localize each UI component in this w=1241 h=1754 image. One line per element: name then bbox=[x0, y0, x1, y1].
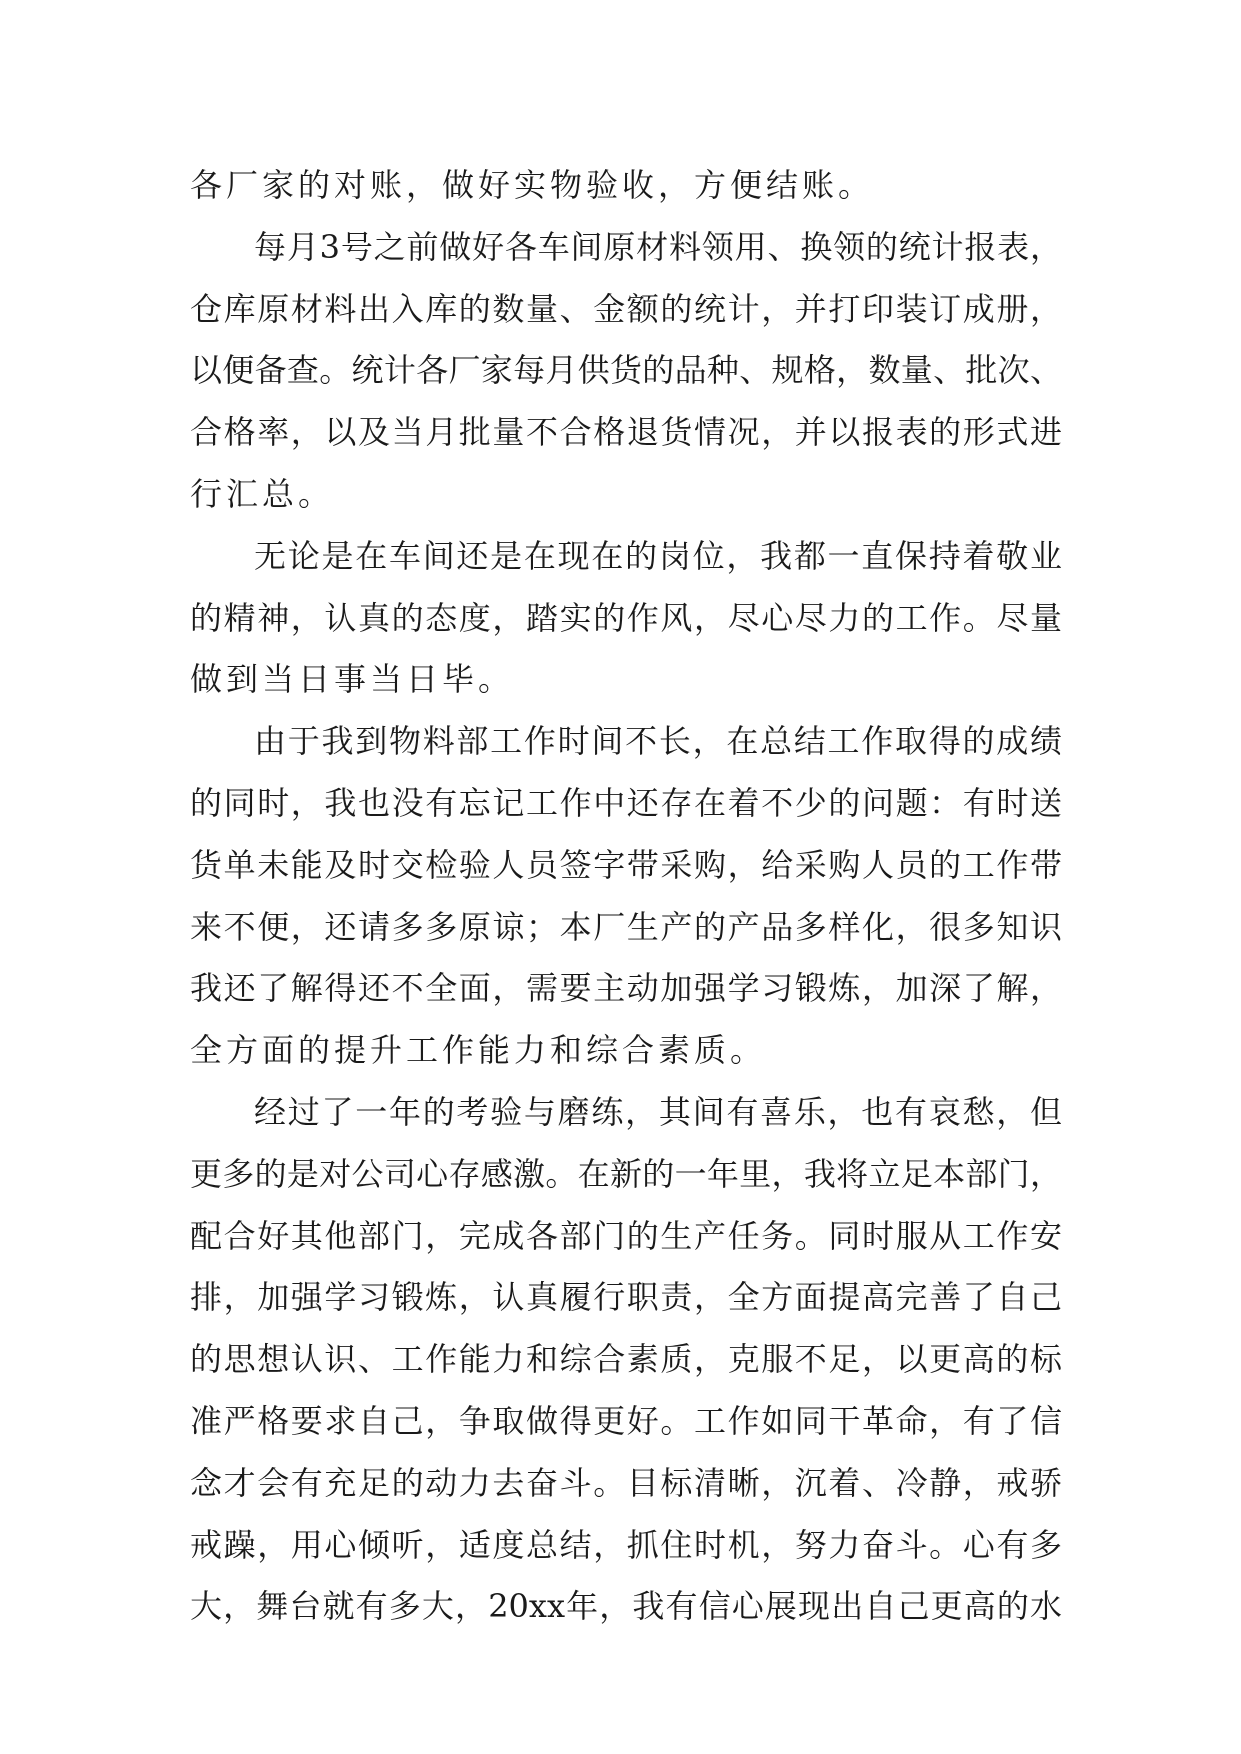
text-line: 念才会有充足的动力去奋斗。目标清晰，沉着、冷静，戒骄 bbox=[190, 1463, 1062, 1502]
text-line: 来不便，还请多多原谅；本厂生产的产品多样化，很多知识 bbox=[190, 907, 1062, 946]
text-line: 每月3号之前做好各车间原材料领用、换领的统计报表， bbox=[254, 227, 1062, 266]
text-line: 配合好其他部门，完成各部门的生产任务。同时服从工作安 bbox=[190, 1216, 1062, 1255]
text-line: 行汇总。 bbox=[190, 474, 335, 513]
text-line: 各厂家的对账，做好实物验收，方便结账。 bbox=[190, 166, 875, 204]
text-line: 排，加强学习锻炼，认真履行职责，全方面提高完善了自己 bbox=[190, 1278, 1062, 1317]
text-line: 合格率，以及当月批量不合格退货情况，并以报表的形式进 bbox=[190, 413, 1062, 452]
paragraph bbox=[190, 217, 1062, 526]
text-line: 的思想认识、工作能力和综合素质，克服不足，以更高的标 bbox=[190, 1340, 1062, 1379]
text-line: 仓库原材料出入库的数量、金额的统计，并打印装订成册， bbox=[190, 289, 1062, 328]
text-line: 大，舞台就有多大，20xx年，我有信心展现出自己更高的水 bbox=[190, 1587, 1062, 1626]
text-line: 由于我到物料部工作时间不长，在总结工作取得的成绩 bbox=[254, 722, 1062, 761]
text-line: 做到当日事当日毕。 bbox=[190, 660, 515, 699]
text-line: 以便备查。统计各厂家每月供货的品种、规格，数量、批次、 bbox=[190, 351, 1062, 390]
paragraph bbox=[190, 155, 1062, 217]
text-line: 更多的是对公司心存感激。在新的一年里，我将立足本部门， bbox=[190, 1154, 1062, 1193]
text-line: 我还了解得还不全面，需要主动加强学习锻炼，加深了解， bbox=[190, 969, 1062, 1008]
paragraph bbox=[190, 1082, 1062, 1638]
text-line: 戒躁，用心倾听，适度总结，抓住时机，努力奋斗。心有多 bbox=[190, 1525, 1062, 1564]
text-line: 的精神，认真的态度，踏实的作风，尽心尽力的工作。尽量 bbox=[190, 598, 1062, 637]
paragraph bbox=[190, 711, 1062, 1082]
document-body bbox=[190, 155, 1062, 1638]
text-line: 全方面的提升工作能力和综合素质。 bbox=[190, 1031, 767, 1070]
text-line: 经过了一年的考验与磨练，其间有喜乐，也有哀愁，但 bbox=[254, 1092, 1062, 1131]
text-line: 无论是在车间还是在现在的岗位，我都一直保持着敬业 bbox=[254, 536, 1062, 575]
text-line: 的同时，我也没有忘记工作中还存在着不少的问题：有时送 bbox=[190, 783, 1062, 822]
text-line: 准严格要求自己，争取做得更好。工作如同干革命，有了信 bbox=[190, 1401, 1062, 1440]
paragraph bbox=[190, 526, 1062, 711]
text-line: 货单未能及时交检验人员签字带采购，给采购人员的工作带 bbox=[190, 845, 1062, 884]
